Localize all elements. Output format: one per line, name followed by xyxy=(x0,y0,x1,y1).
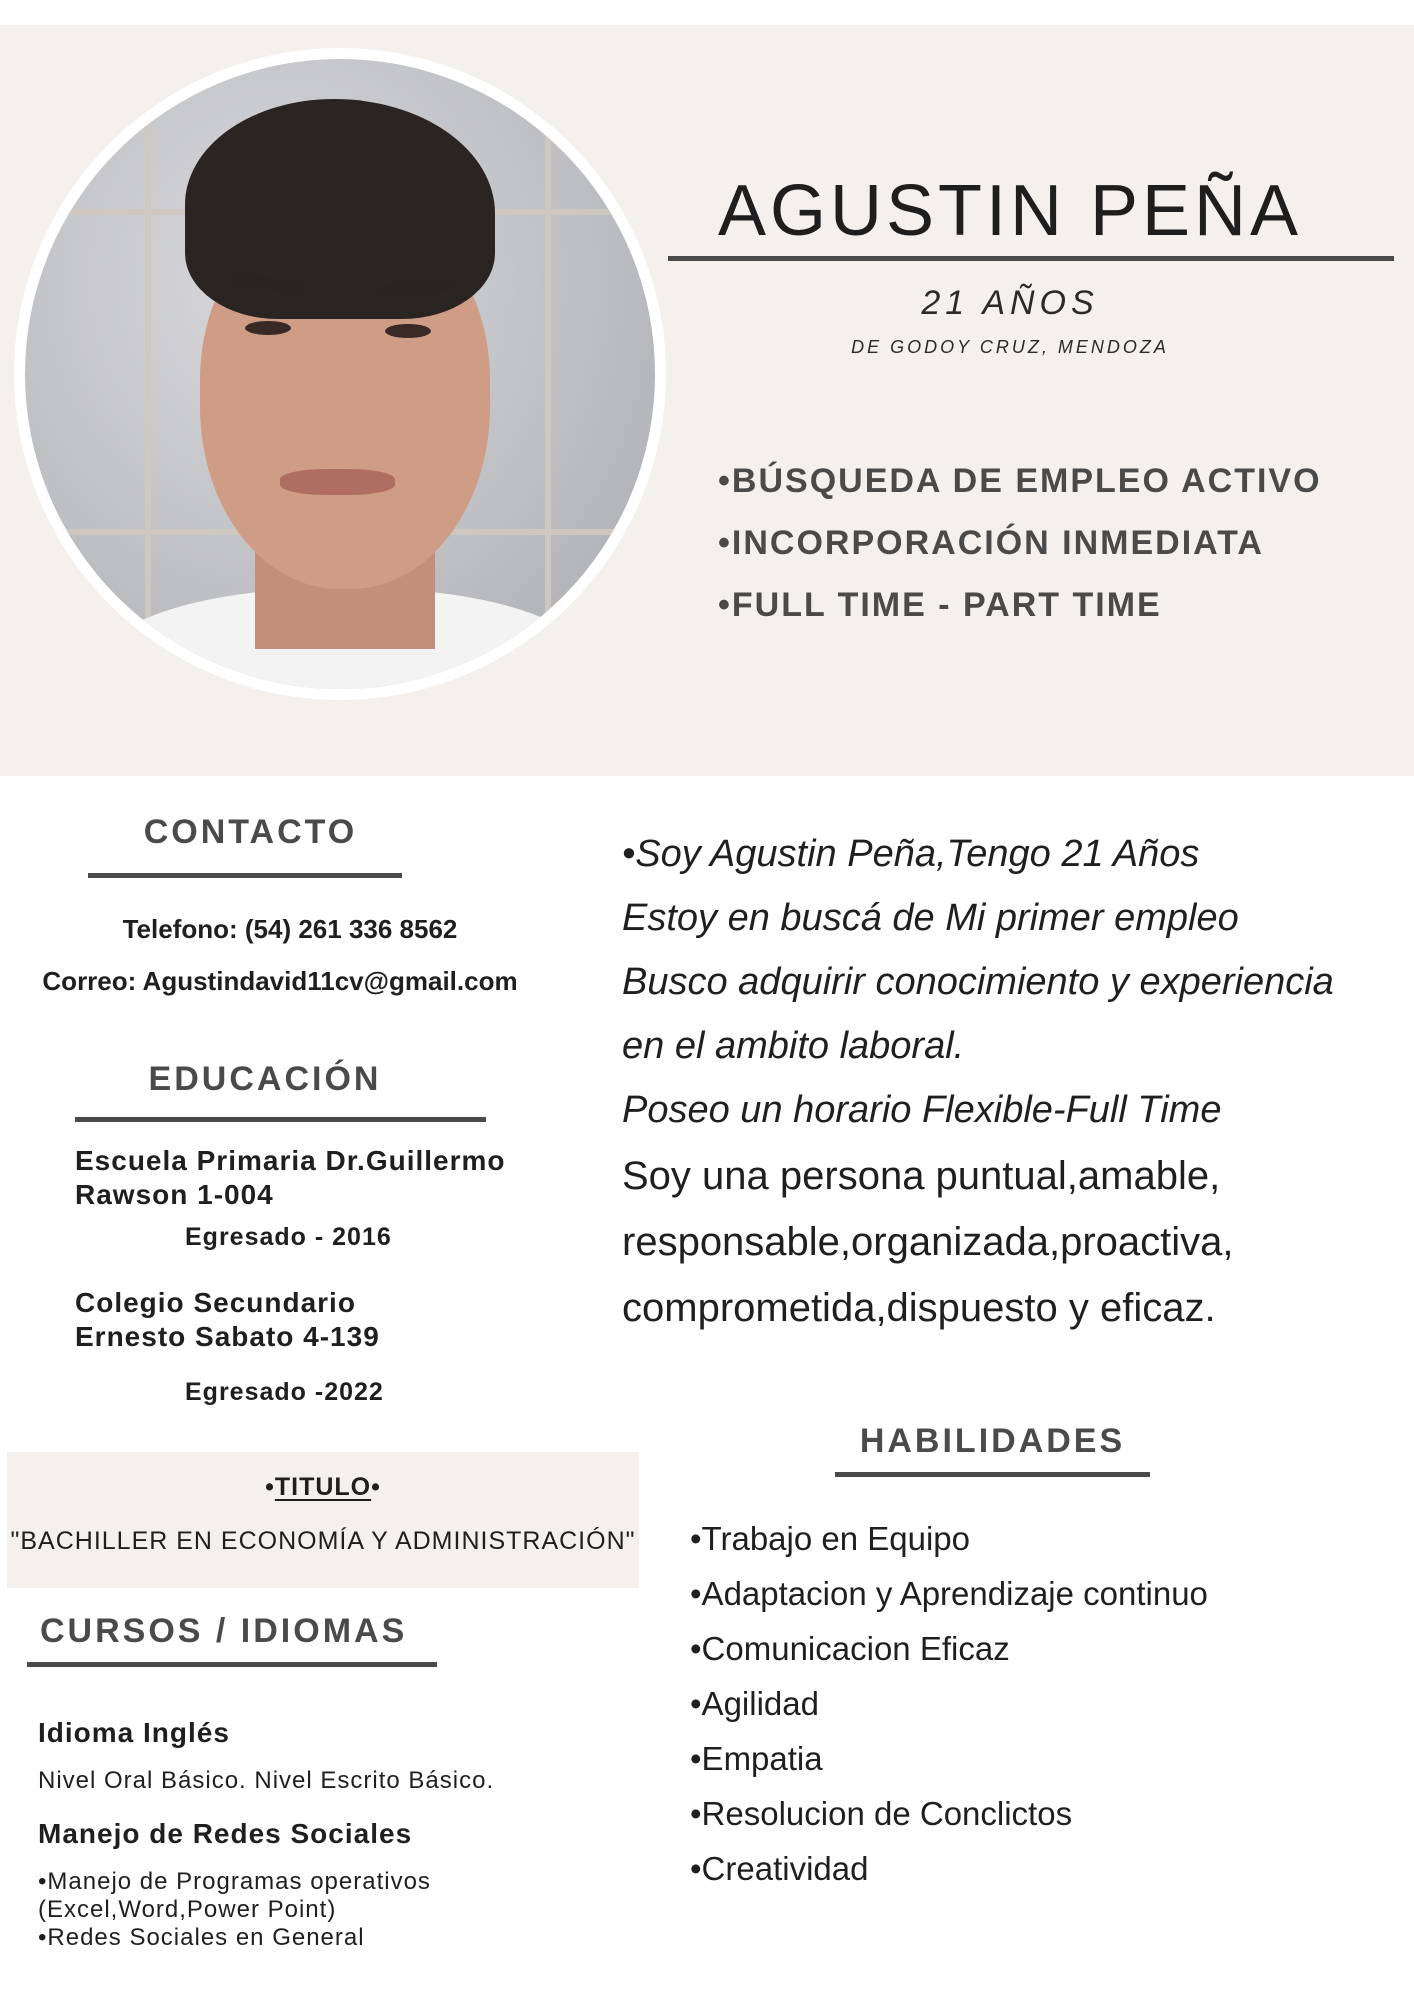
degree-label-text: TITULO xyxy=(274,1473,372,1501)
name-divider xyxy=(668,256,1394,261)
school-graduation: Egresado -2022 xyxy=(185,1378,384,1406)
summary-line: comprometida,dispuesto y eficaz. xyxy=(622,1286,1216,1330)
skill-item: •Adaptacion y Aprendizaje continuo xyxy=(690,1575,1208,1612)
candidate-name: AGUSTIN PEÑA xyxy=(717,171,1303,251)
course-detail xyxy=(38,1868,558,1952)
education-divider xyxy=(75,1117,486,1122)
summary-line: Busco adquirir conocimiento y experiencia xyxy=(622,961,1334,1003)
skills-list xyxy=(690,1514,1390,1899)
contact-divider xyxy=(88,873,402,878)
skill-item: •Empatia xyxy=(690,1740,823,1777)
degree-value: "BACHILLER EN ECONOMÍA Y ADMINISTRACIÓN" xyxy=(10,1527,636,1555)
course-heading: Manejo de Redes Sociales xyxy=(38,1818,413,1849)
summary-line: Soy una persona puntual,amable, xyxy=(622,1154,1221,1198)
skills-divider xyxy=(835,1472,1150,1477)
availability-item: •FULL TIME - PART TIME xyxy=(718,586,1162,624)
school-name-line: Colegio Secundario xyxy=(75,1287,356,1318)
summary-line: en el ambito laboral. xyxy=(622,1025,965,1067)
course-detail: Nivel Oral Básico. Nivel Escrito Básico. xyxy=(38,1767,495,1794)
course-detail-line: (Excel,Word,Power Point) xyxy=(38,1896,337,1923)
course-heading: Idioma Inglés xyxy=(38,1717,230,1748)
skill-item: •Resolucion de Conclictos xyxy=(690,1795,1073,1832)
education-heading: EDUCACIÓN xyxy=(148,1060,382,1098)
profile-photo xyxy=(25,59,655,689)
course-detail-line: •Manejo de Programas operativos xyxy=(38,1868,431,1895)
contact-phone: Telefono: (54) 261 336 8562 xyxy=(122,914,458,944)
school-name-line: Escuela Primaria Dr.Guillermo xyxy=(75,1145,506,1176)
skill-item: •Comunicacion Eficaz xyxy=(690,1630,1010,1667)
degree-label: •TITULO• xyxy=(265,1473,381,1501)
summary-line: •Soy Agustin Peña,Tengo 21 Años xyxy=(622,833,1200,875)
school-name xyxy=(75,1286,545,1354)
school-name-line: Rawson 1-004 xyxy=(75,1179,274,1210)
skills-heading: HABILIDADES xyxy=(859,1422,1126,1460)
profile-summary xyxy=(622,828,1402,1346)
availability-item: •BÚSQUEDA DE EMPLEO ACTIVO xyxy=(718,462,1322,500)
summary-line: Estoy en buscá de Mi primer empleo xyxy=(622,897,1239,939)
school-name xyxy=(75,1144,545,1212)
contact-email: Correo: Agustindavid11cv@gmail.com xyxy=(42,966,518,996)
school-name-line: Ernesto Sabato 4-139 xyxy=(75,1321,380,1352)
course-detail-line: •Redes Sociales en General xyxy=(38,1924,365,1951)
skill-item: •Agilidad xyxy=(690,1685,819,1722)
skill-item: •Trabajo en Equipo xyxy=(690,1520,971,1557)
contact-heading: CONTACTO xyxy=(143,813,358,851)
courses-divider xyxy=(27,1662,437,1667)
availability-item: •INCORPORACIÓN INMEDIATA xyxy=(718,524,1264,562)
skill-item: •Creatividad xyxy=(690,1850,869,1887)
summary-line: Poseo un horario Flexible-Full Time xyxy=(622,1089,1222,1131)
courses-heading: CURSOS / IDIOMAS xyxy=(40,1612,408,1650)
availability-list xyxy=(718,456,1378,642)
summary-line: responsable,organizada,proactiva, xyxy=(622,1220,1234,1264)
candidate-location: DE GODOY CRUZ, MENDOZA xyxy=(851,337,1169,357)
school-graduation: Egresado - 2016 xyxy=(185,1223,392,1251)
candidate-age: 21 AÑOS xyxy=(921,284,1099,322)
